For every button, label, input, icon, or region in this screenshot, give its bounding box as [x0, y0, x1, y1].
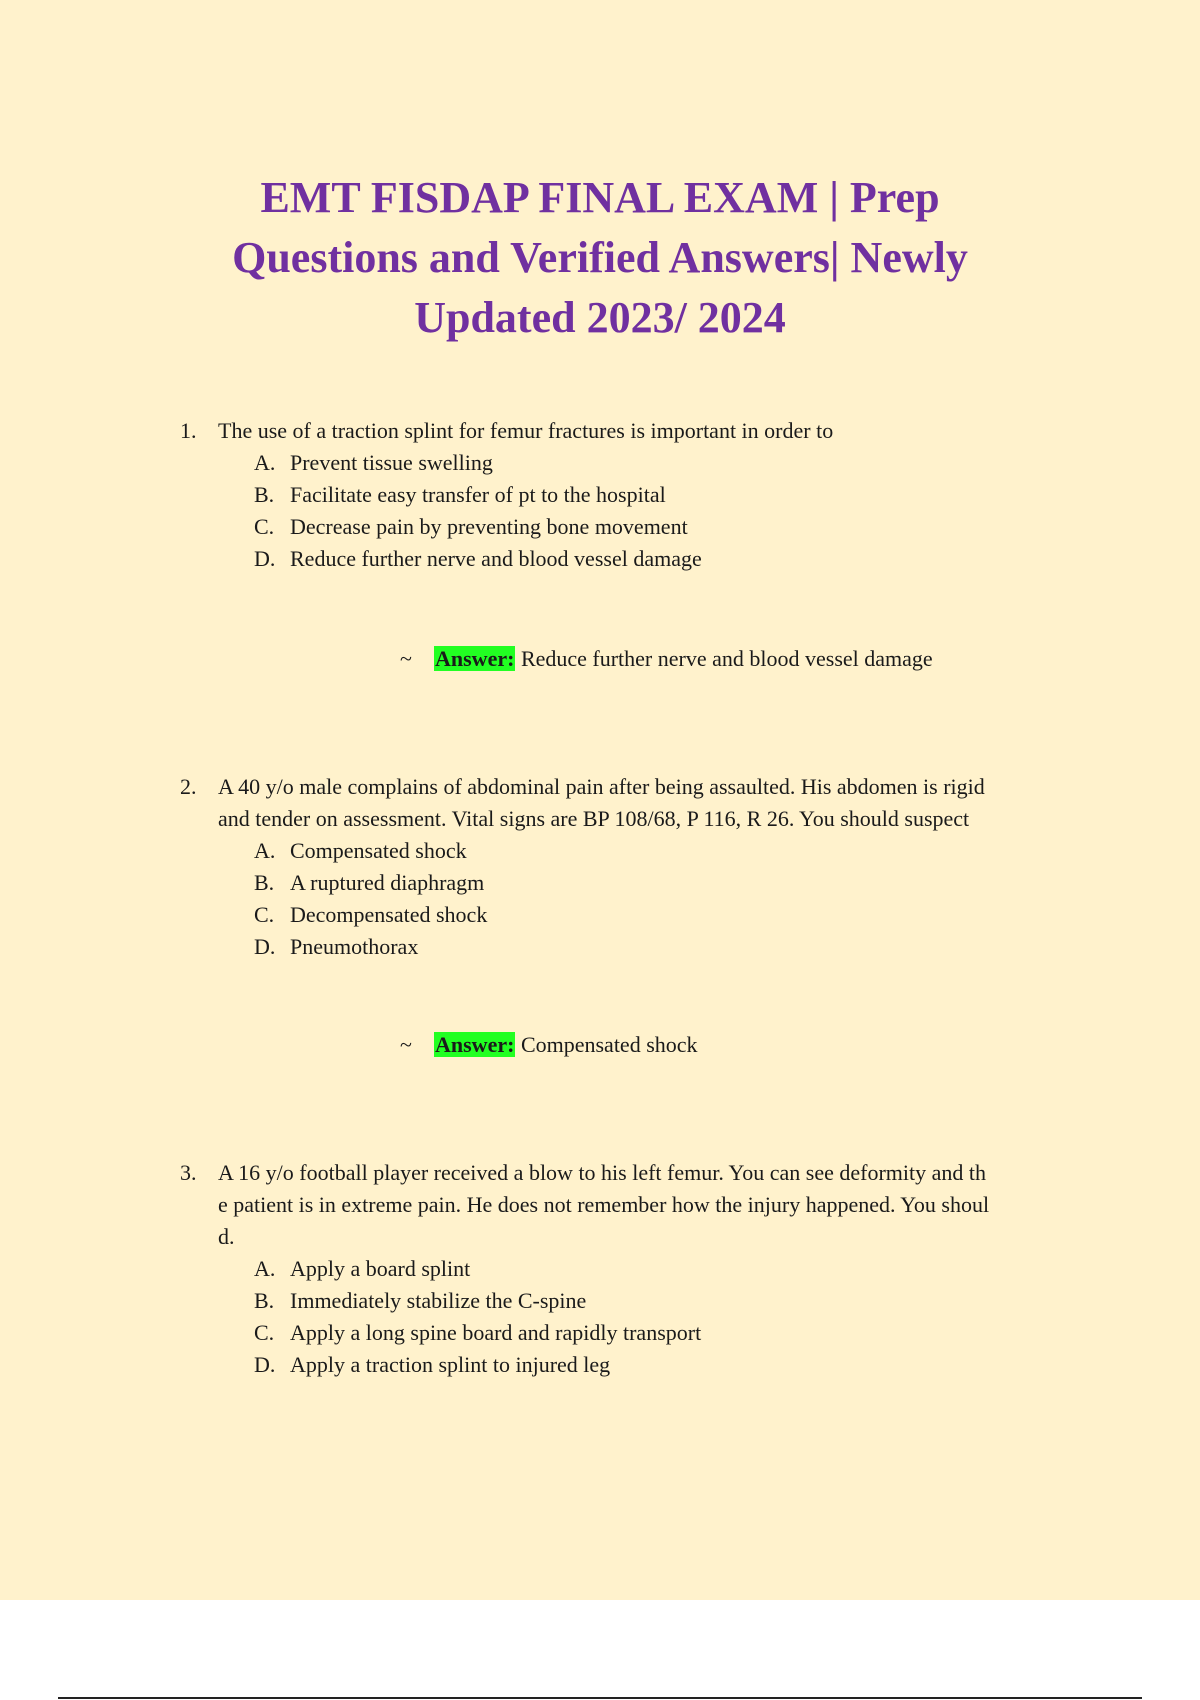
option-text: Immediately stabilize the C-spine [290, 1288, 587, 1313]
option-letter: D. [254, 1352, 276, 1377]
option-text: Apply a board splint [290, 1256, 471, 1281]
question-number: 2. [180, 774, 197, 799]
option-letter: A. [254, 1256, 276, 1281]
footer-divider [58, 1697, 1142, 1699]
option-list [254, 1253, 1080, 1381]
question-text: The use of a traction splint for femur fractures is important in order to [218, 418, 834, 443]
option-letter: D. [254, 546, 276, 571]
question-3 [180, 1157, 1080, 1381]
option-list [254, 835, 1080, 963]
option-letter: C. [254, 514, 275, 539]
option-text: Facilitate easy transfer of pt to the hospital [290, 482, 666, 507]
option-text: Decompensated shock [290, 902, 488, 927]
answer-label: Answer: [435, 1032, 515, 1057]
option-letter: D. [254, 934, 276, 959]
option-text: Apply a traction splint to injured leg [290, 1352, 611, 1377]
option-text: Pneumothorax [290, 934, 419, 959]
answer-bullet: ~ [400, 1032, 412, 1057]
option-c [254, 899, 1080, 931]
option-text: Reduce further nerve and blood vessel damage [290, 546, 702, 571]
question-number: 3. [180, 1160, 197, 1185]
option-b [254, 479, 1080, 511]
option-c [254, 511, 1080, 543]
option-text: Prevent tissue swelling [290, 450, 493, 475]
option-list [254, 447, 1080, 575]
option-d [254, 1349, 1080, 1381]
question-1 [180, 415, 1080, 575]
option-letter: A. [254, 838, 276, 863]
document-title: EMT FISDAP FINAL EXAM | Prep Questions and Verified Answers| Newly Updated 2023/ 2024 [232, 173, 968, 342]
answer-text: Compensated shock [520, 1032, 698, 1057]
option-text: Decrease pain by preventing bone movement [290, 514, 688, 539]
answer-1 [400, 643, 933, 675]
option-letter: C. [254, 902, 275, 927]
option-b [254, 867, 1080, 899]
question-2 [180, 771, 1080, 963]
answer-bullet: ~ [400, 646, 412, 671]
option-a [254, 835, 1080, 867]
option-text: Apply a long spine board and rapidly transport [290, 1320, 702, 1345]
option-d [254, 543, 1080, 575]
option-letter: B. [254, 1288, 275, 1313]
option-d [254, 931, 1080, 963]
option-letter: A. [254, 450, 276, 475]
option-letter: B. [254, 482, 275, 507]
option-a [254, 1253, 1080, 1285]
answer-2 [400, 1029, 698, 1061]
option-text: A ruptured diaphragm [290, 870, 485, 895]
option-text: Compensated shock [290, 838, 467, 863]
question-text: A 16 y/o football player received a blow to his left femur. You can see deformity and th e patient is in extreme pain. He does not remember how the injury happened. You shoul d. [218, 1160, 990, 1249]
question-number: 1. [180, 418, 197, 443]
answer-text: Reduce further nerve and blood vessel damage [520, 646, 933, 671]
answer-label: Answer: [435, 646, 515, 671]
option-a [254, 447, 1080, 479]
option-letter: B. [254, 870, 275, 895]
option-c [254, 1317, 1080, 1349]
option-letter: C. [254, 1320, 275, 1345]
option-b [254, 1285, 1080, 1317]
question-text: A 40 y/o male complains of abdominal pain after being assaulted. His abdomen is rigid and tender on assessment. Vital signs are BP 108/68, P 116, R 26. You should suspect [218, 774, 985, 831]
